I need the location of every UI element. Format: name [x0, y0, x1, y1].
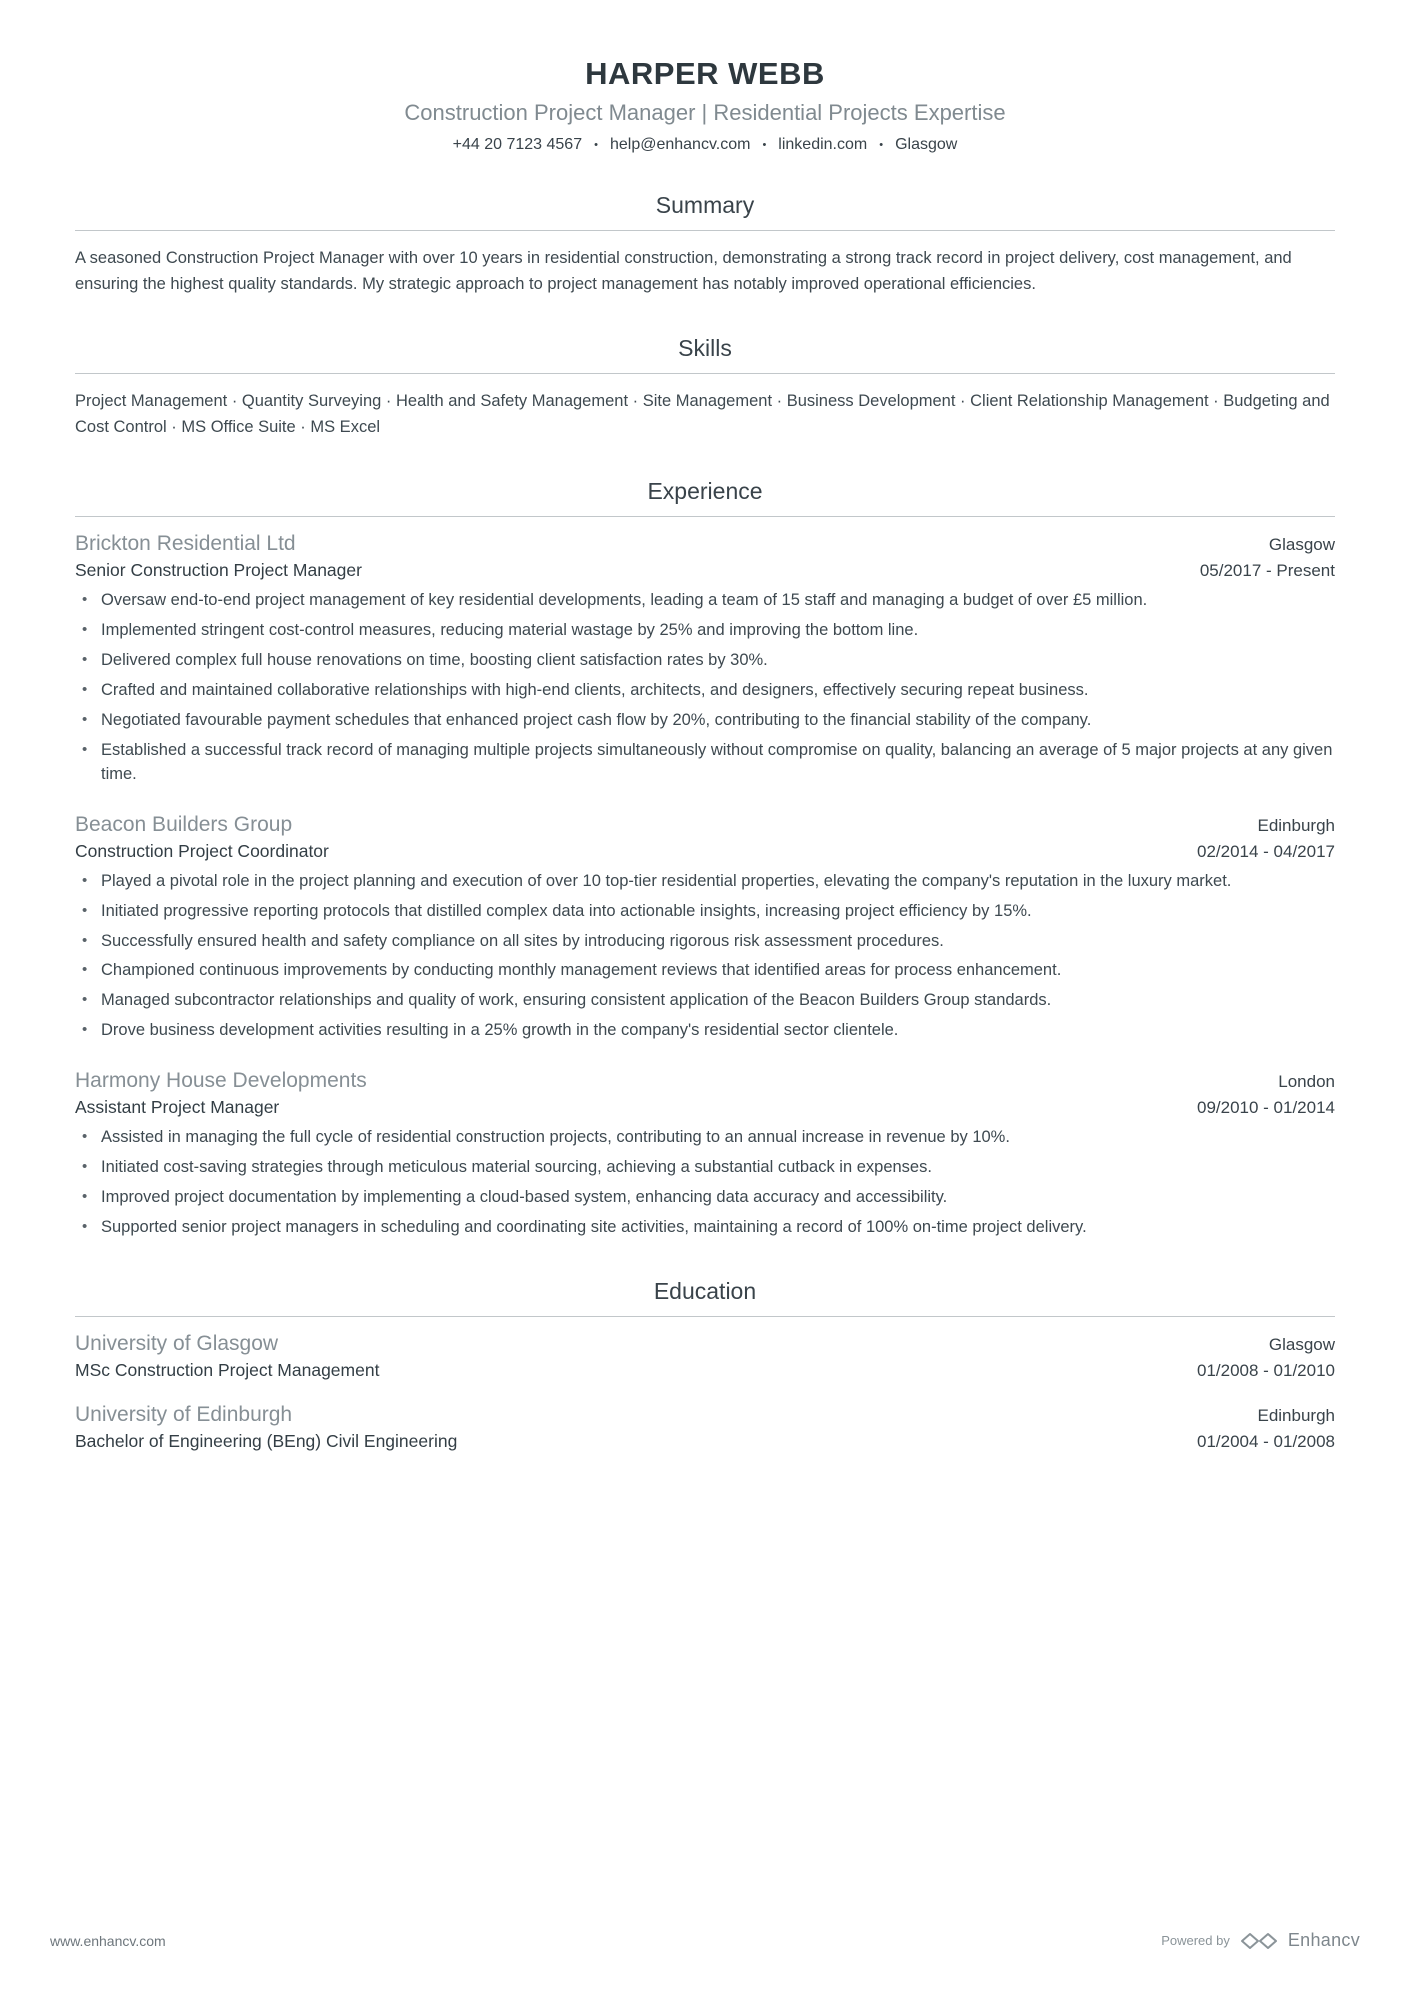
experience-heading: Experience — [75, 478, 1335, 517]
summary-heading: Summary — [75, 192, 1335, 231]
contact-location: Glasgow — [895, 136, 958, 153]
bullet-item: • Played a pivotal role in the project planning and execution of over 10 top-tier residential properties, elevating the company's reputation in the luxury market. — [75, 870, 1335, 894]
bullet-item: • Assisted in managing the full cycle of residential construction projects, contributing to an annual increase in revenue by 10%. — [75, 1126, 1335, 1150]
company-name: Harmony House Developments — [75, 1069, 367, 1093]
contact-email[interactable]: help@enhancv.com — [609, 136, 751, 153]
job-dates: 02/2014 - 04/2017 — [1196, 841, 1335, 861]
skills-heading: Skills — [75, 335, 1335, 374]
job-bullet-list — [75, 1126, 1335, 1240]
school-location: Glasgow — [1268, 1334, 1335, 1354]
skills-list: Project Management · Quantity Surveying · Health and Safety Management · Site Management · Business Development · Client Relationship Management · Budgeting and Cost Control · MS Office Suite · MS Excel — [75, 392, 1330, 436]
section-skills — [75, 335, 1335, 440]
experience-entry — [75, 1069, 1335, 1240]
bullet-item: • Implemented stringent cost-control measures, reducing material wastage by 25% and improving the bottom line. — [75, 619, 1335, 643]
degree-dates: 01/2008 - 01/2010 — [1196, 1360, 1335, 1380]
bullet-item: • Championed continuous improvements by conducting monthly management reviews that identified areas for process enhancement. — [75, 959, 1335, 983]
job-location: London — [1278, 1072, 1335, 1092]
page-footer — [50, 1930, 1360, 1951]
bullet-item: • Initiated progressive reporting protocols that distilled complex data into actionable insights, increasing project efficiency by 15%. — [75, 900, 1335, 924]
resume-header — [75, 56, 1335, 154]
bullet-item: • Crafted and maintained collaborative relationships with high-end clients, architects, and designers, effectively securing repeat business. — [75, 679, 1335, 703]
bullet-item: • Negotiated favourable payment schedules that enhanced project cash flow by 20%, contributing to the financial stability of the company. — [75, 709, 1335, 733]
bullet-item: • Managed subcontractor relationships and quality of work, ensuring consistent application of the Beacon Builders Group standards. — [75, 989, 1335, 1013]
contact-phone: +44 20 7123 4567 — [452, 136, 583, 153]
powered-by-label: Powered by — [1161, 1933, 1230, 1948]
job-bullet-list — [75, 589, 1335, 786]
section-experience — [75, 478, 1335, 1240]
degree-title: Bachelor of Engineering (BEng) Civil Engineering — [75, 1430, 458, 1451]
degree-title: MSc Construction Project Management — [75, 1359, 380, 1380]
bullet-item: • Drove business development activities resulting in a 25% growth in the company's residential sector clientele. — [75, 1019, 1335, 1043]
summary-text: A seasoned Construction Project Manager with over 10 years in residential construction, demonstrating a strong track record in project delivery, cost management, and ensuring the highest quality standards. My strategic approach to project management has notably improved operational efficiencies. — [75, 249, 1292, 293]
job-title: Senior Construction Project Manager — [75, 560, 362, 581]
enhancv-brand-name: Enhancv — [1287, 1930, 1360, 1950]
job-location: Edinburgh — [1257, 815, 1335, 835]
job-title: Assistant Project Manager — [75, 1097, 280, 1118]
company-name: Beacon Builders Group — [75, 812, 293, 836]
company-name: Brickton Residential Ltd — [75, 532, 296, 556]
bullet-item: • Established a successful track record of managing multiple projects simultaneously without compromise on quality, balancing an average of 5 major projects at any given time. — [75, 739, 1335, 787]
school-name: University of Edinburgh — [75, 1402, 293, 1426]
job-location: Glasgow — [1268, 535, 1335, 555]
bullet-item: • Successfully ensured health and safety compliance on all sites by introducing rigorous risk assessment procedures. — [75, 930, 1335, 954]
contact-separator-dot: • — [594, 139, 598, 151]
school-name: University of Glasgow — [75, 1331, 279, 1355]
bullet-item: • Initiated cost-saving strategies through meticulous material sourcing, achieving a substantial cutback in expenses. — [75, 1156, 1335, 1180]
school-location: Edinburgh — [1257, 1405, 1335, 1425]
bullet-item: • Improved project documentation by implementing a cloud-based system, enhancing data accuracy and accessibility. — [75, 1186, 1335, 1210]
contact-row — [75, 136, 1335, 154]
candidate-headline: Construction Project Manager | Residential Projects Expertise — [404, 100, 1006, 125]
education-entry — [75, 1332, 1335, 1381]
education-entry — [75, 1403, 1335, 1452]
enhancv-logo-icon — [1240, 1932, 1278, 1950]
job-dates: 09/2010 - 01/2014 — [1196, 1098, 1335, 1118]
contact-separator-dot: • — [879, 139, 884, 151]
job-dates: 05/2017 - Present — [1199, 561, 1335, 581]
experience-entry — [75, 532, 1335, 786]
bullet-item: • Delivered complex full house renovations on time, boosting client satisfaction rates by 30%. — [75, 649, 1335, 673]
job-title: Construction Project Coordinator — [75, 840, 329, 861]
degree-dates: 01/2004 - 01/2008 — [1196, 1431, 1335, 1451]
candidate-name: HARPER WEBB — [585, 56, 825, 91]
education-heading: Education — [75, 1278, 1335, 1317]
powered-by-enhancv[interactable] — [1161, 1930, 1360, 1951]
section-summary — [75, 192, 1335, 297]
bullet-item: • Supported senior project managers in scheduling and coordinating site activities, maintaining a record of 100% on-time project delivery. — [75, 1216, 1335, 1240]
job-bullet-list — [75, 870, 1335, 1044]
enhancv-website-link[interactable]: www.enhancv.com — [50, 1932, 166, 1949]
contact-link[interactable]: linkedin.com — [778, 136, 868, 153]
experience-entry — [75, 813, 1335, 1044]
bullet-item: • Oversaw end-to-end project management of key residential developments, leading a team of 15 staff and managing a budget of over £5 million. — [75, 589, 1335, 613]
section-education — [75, 1278, 1335, 1452]
contact-separator-dot: • — [762, 139, 767, 151]
